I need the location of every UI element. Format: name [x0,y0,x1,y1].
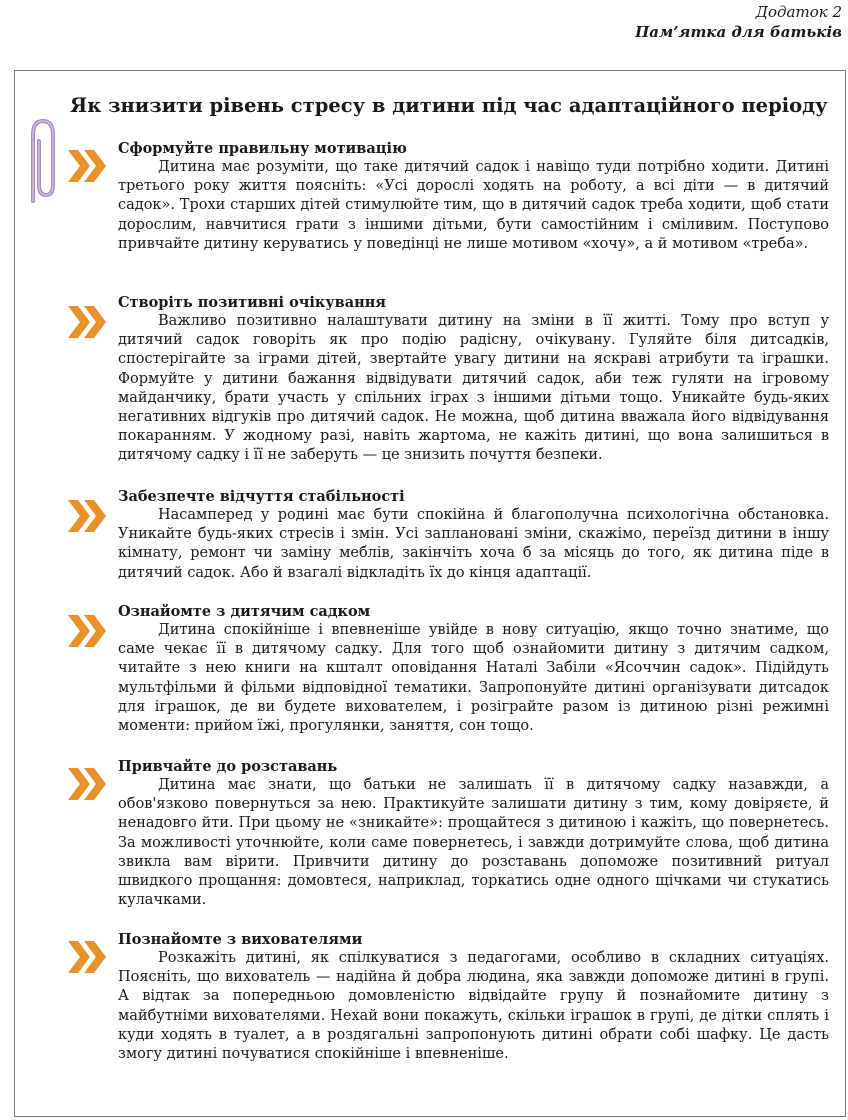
header [635,2,842,42]
section-expectations [118,293,829,466]
section-title: Привчайте до розставань [118,758,338,775]
section-title: Сформуйте правильну мотивацію [118,140,407,157]
document-subtitle: Пам’ятка для батьків [635,23,842,41]
section-stability [118,487,829,583]
double-chevron-icon [66,613,110,649]
section-separation [118,757,829,910]
section-title: Познайомте з вихователями [118,931,363,948]
double-chevron-icon [66,498,110,534]
double-chevron-icon [66,766,110,802]
section-body: Дитина має розуміти, що таке дитячий садок і навіщо туди потрібно ходити. Дитині третього року життя поясніть: «Усі дорослі ходять на роботу, а всі діти — в дитячий садок». Трохи старших дітей стимулюйте тим, що в дитячий садок треба ходити, щоб стати дорослим, навчитися грати з іншими дітьми, бути самостійним і сміливим. Поступово привчайте дитину керуватись у поведінці не лише мотивом «хочу», а й мотивом «треба». [118,159,829,252]
section-title: Забезпечте відчуття стабільності [118,488,405,505]
section-title: Створіть позитивні очікування [118,294,387,311]
section-title: Ознайомте з дитячим садком [118,603,371,620]
double-chevron-icon [66,939,110,975]
paperclip-icon [19,115,65,207]
section-body: Розкажіть дитині, як спілкуватися з педагогами, особливо в складних ситуаціях. Поясніть, що вихователь — надійна й добра людина, яка завжди допоможе дитині в групі. А відтак за попередньою домовленістю відвідайте групу й познайомите дитину з майбутніми вихователями. Нехай вони покажуть, скільки іграшок в групі, де дітки сплять і куди ходять в туалет, а в роздягальні запропонують дитині обрати собі шафку. Це дасть змогу дитині почуватися спокійніше і впевненіше. [118,950,829,1063]
page-title: Як знизити рівень стресу в дитини під час адаптаційного періоду [70,94,828,117]
section-educators [118,930,829,1064]
section-kindergarten [118,602,829,736]
section-body: Дитина має знати, що батьки не залишать її в дитячому садку назавжди, а обов'язково повернуться за нею. Практикуйте залишати дитину з тим, кому довіряєте, й ненадовго йти. При цьому не «зникайте»: прощайтеся з дитиною і кажіть, що повернетесь. За можливості уточнюйте, коли саме повернетесь, і завжди дотримуйте слова, щоб дитина звикла вам вірити. Привчити дитину до розставань допоможе позитивний ритуал швидкого прощання: домовтеся, наприклад, торкатись одне одного щічками чи стукатись кулачками. [118,777,829,909]
appendix-label: Додаток 2 [755,3,842,21]
section-body: Дитина спокійніше і впевненіше увійде в нову ситуацію, якщо точно знатиме, що саме чекає її в дитячому садку. Для того щоб ознайомити дитину з дитячим садком, читайте з нею книги на кшталт оповідання Наталі Забіли «Ясоччин садок». Підійдуть мультфільми й фільми відповідної тематики. Запропонуйте дитині організувати дитсадок для іграшок, де ви будете вихователем, і розіграйте разом із дитиною різні режимні моменти: прийом їжі, прогулянки, заняття, сон тощо. [118,622,829,735]
double-chevron-icon [66,148,110,184]
section-body: Насамперед у родині має бути спокійна й благополучна психологічна обстановка. Уникайте будь-яких стресів і змін. Усі заплановані зміни, скажімо, переїзд дитини в іншу кімнату, ремонт чи заміну меблів, закінчіть хоча б за місяць до того, як дитина піде в дитячий садок. Або й взагалі відкладіть їх до кінця адаптації. [118,507,829,581]
section-body: Важливо позитивно налаштувати дитину на зміни в її житті. Тому про вступ у дитячий садок говоріть як про подію радісну, очікувану. Гуляйте біля дитсадків, спостерігайте за іграми дітей, звертайте увагу дитини на яскраві атрибути та іграшки. Формуйте у дитини бажання відвідувати дитячий садок, аби теж гуляти на ігровому майданчику, брати участь у спільних іграх з іншими дітьми тощо. Уникайте будь-яких негативних відгуків про дитячий садок. Не можна, щоб дитина вважала його відвідування покаранням. У жодному разі, навіть жартома, не кажіть дитині, що вона залишиться в дитячому садку і її не заберуть — це знизить почуття безпеки. [118,313,829,464]
double-chevron-icon [66,304,110,340]
section-motivation [118,139,829,254]
